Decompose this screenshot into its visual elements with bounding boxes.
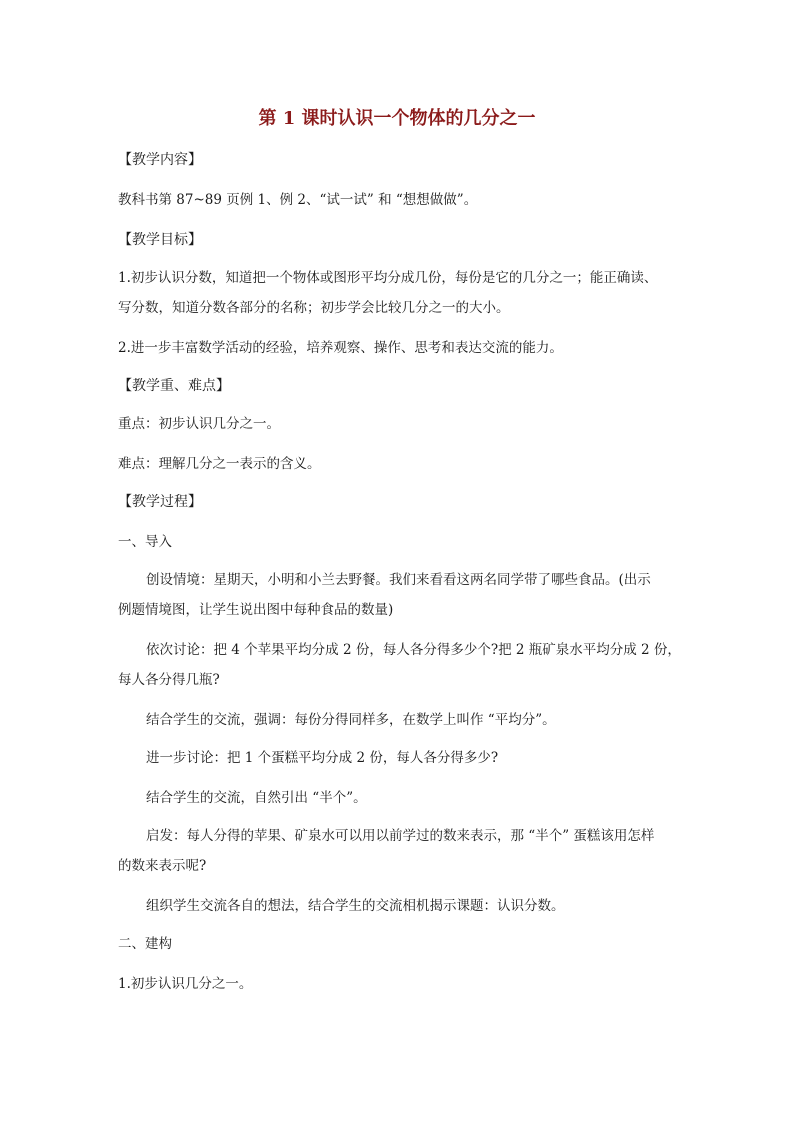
content-text: 教科书第 87~89 页例 1、例 2、“试一试” 和 “想想做做”。 (118, 192, 478, 208)
paragraph-4: 进一步讨论：把 1 个蛋糕平均分成 2 份，每人各分得多少? (146, 750, 499, 766)
part1-heading: 一、导入 (118, 534, 172, 550)
paragraph-2-line2: 每人各分得几瓶? (118, 672, 220, 688)
content-heading: 【教学内容】 (118, 152, 202, 168)
sub-heading-1: 1.初步认识几分之一。 (118, 976, 253, 992)
key-point: 重点：初步认识几分之一。 (118, 416, 280, 432)
paragraph-1-line2: 例题情境图，让学生说出图中每种食品的数量) (118, 602, 394, 618)
goals-heading: 【教学目标】 (118, 232, 202, 248)
paragraph-5: 结合学生的交流，自然引出 “半个”。 (146, 790, 367, 806)
difficult-point: 难点：理解几分之一表示的含义。 (118, 456, 321, 472)
paragraph-6-line2: 的数来表示呢? (118, 858, 207, 874)
lesson-title: 第 1 课时认识一个物体的几分之一 (258, 108, 536, 129)
goal1-line1: 1.初步认识分数，知道把一个物体或图形平均分成几份，每份是它的几分之一；能正确读、 (118, 270, 658, 286)
keypoints-heading: 【教学重、难点】 (118, 378, 230, 394)
goal2: 2.进一步丰富数学活动的经验，培养观察、操作、思考和表达交流的能力。 (118, 340, 563, 356)
part2-heading: 二、建构 (118, 936, 172, 952)
goal1-line2: 写分数，知道分数各部分的名称；初步学会比较几分之一的大小。 (118, 300, 510, 316)
paragraph-3: 结合学生的交流，强调：每份分得同样多，在数学上叫作 “平均分”。 (146, 712, 556, 728)
paragraph-7: 组织学生交流各自的想法，结合学生的交流相机揭示课题：认识分数。 (146, 898, 565, 914)
process-heading: 【教学过程】 (118, 494, 202, 510)
paragraph-1-line1: 创设情境：星期天，小明和小兰去野餐。我们来看看这两名同学带了哪些食品。(出示 (146, 572, 651, 588)
paragraph-2-line1: 依次讨论：把 4 个苹果平均分成 2 份，每人各分得多少个?把 2 瓶矿泉水平均分成 2 份， (146, 642, 681, 658)
paragraph-6-line1: 启发：每人分得的苹果、矿泉水可以用以前学过的数来表示，那 “半个” 蛋糕该用怎样 (146, 828, 655, 844)
